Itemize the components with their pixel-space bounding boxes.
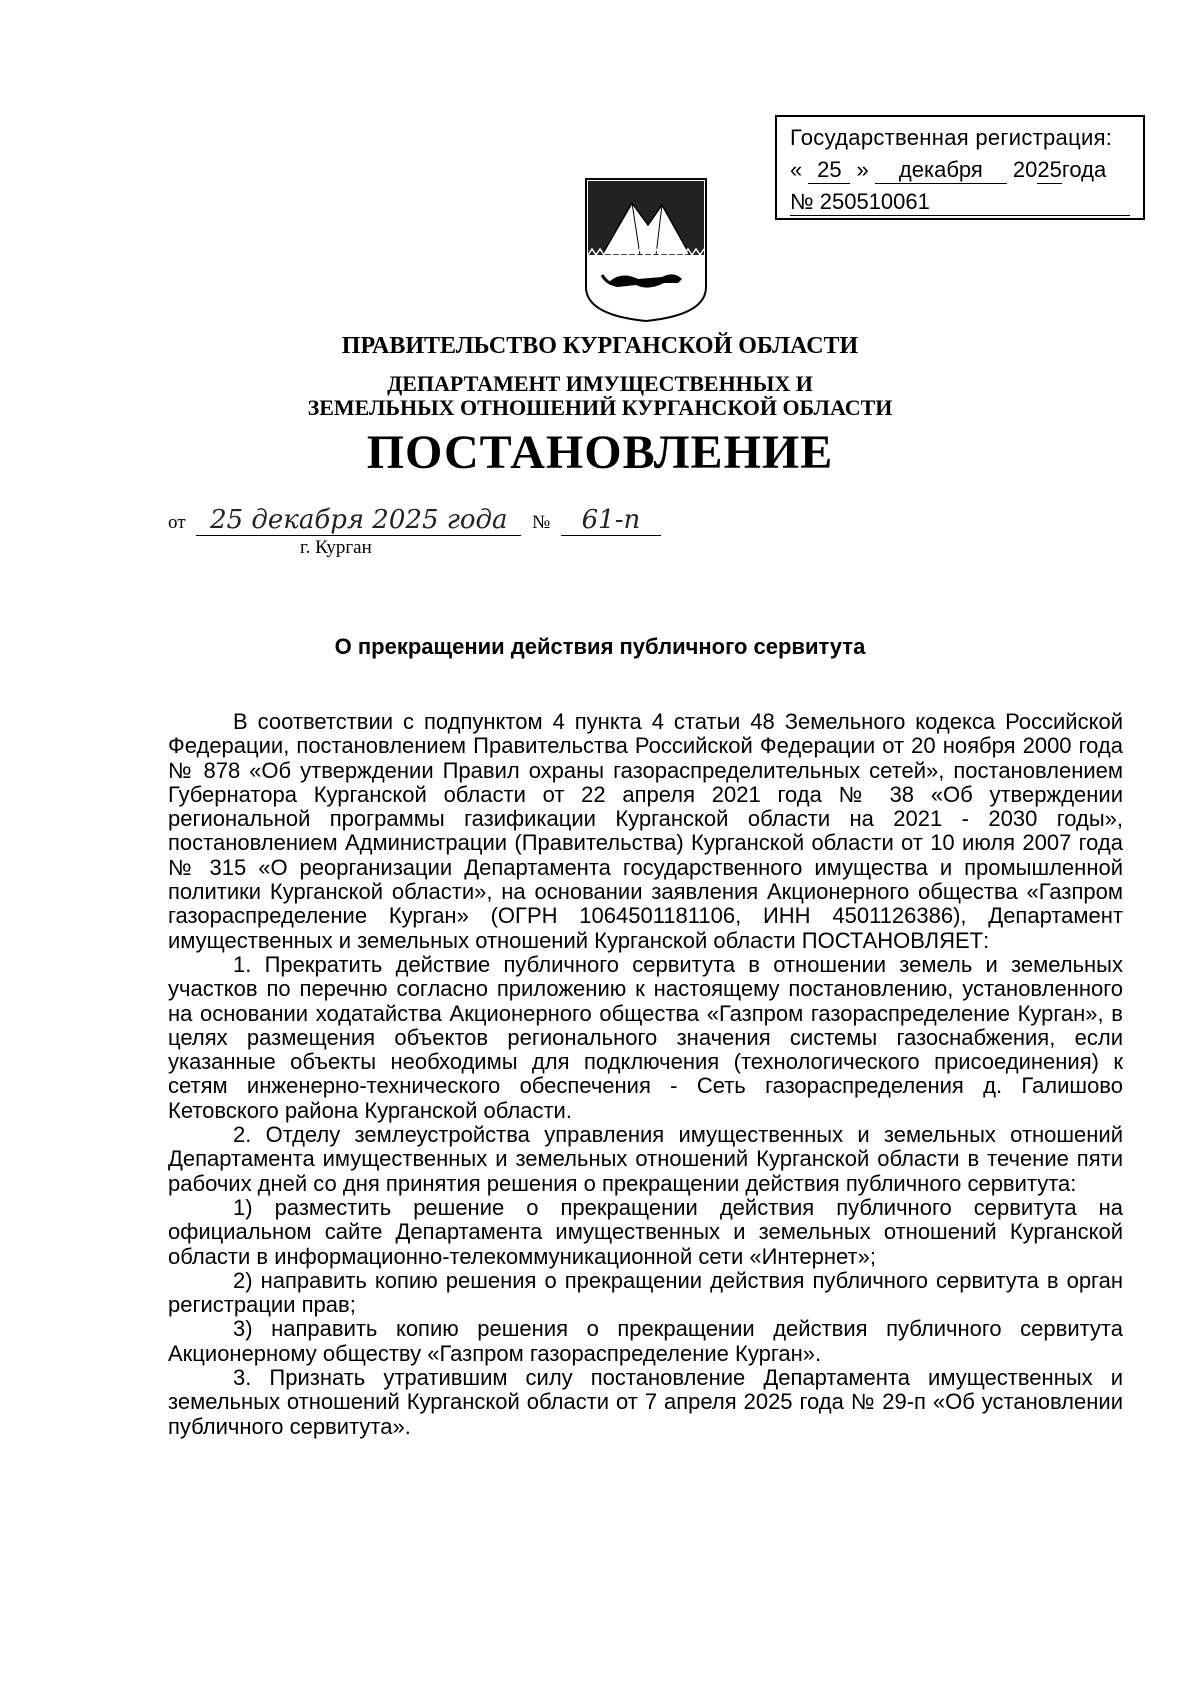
decree-date: 25 декабря 2025 года <box>196 505 521 536</box>
registration-title: Государственная регистрация: <box>790 125 1113 150</box>
decree-number-label: № <box>532 512 551 533</box>
registration-number-label: № <box>790 189 814 214</box>
decree-number: 61-п <box>561 505 661 536</box>
decree-title: О прекращении действия публичного сервитута <box>334 634 866 659</box>
paragraph-item-1: 1. Прекратить действие публичного сервитута в отношении земель и земельных участков по перечню согласно приложению к настоящему постановлению, установленного на основании ходатайства Акционерного общества «Газпром газораспределение Курган», в целях размещения объектов регионального значения системы газоснабжения, если указанные объекты необходимы для подключения (технологического присоединения) к сетям инженерно-технического обеспечения - Сеть газораспределения д. Галишово Кетовского района Курганской области. <box>168 951 1123 1123</box>
registration-year-suffix: 25 <box>1037 157 1062 182</box>
registration-year-word: года <box>1061 157 1107 182</box>
registration-open-quote: « <box>790 157 803 182</box>
department-heading-line1: ДЕПАРТАМЕНТ ИМУЩЕСТВЕННЫХ И <box>387 371 813 396</box>
registration-stamp <box>775 115 1145 220</box>
paragraph-subitem-2: 2) направить копию решения о прекращении действия публичного сервитута в орган регистрации прав; <box>168 1267 1123 1318</box>
document-type-heading: ПОСТАНОВЛЕНИЕ <box>366 426 834 479</box>
registration-close-quote: » <box>856 157 869 182</box>
paragraph-item-3: 3. Признать утратившим силу постановление Департамента имущественных и земельных отношений Курганской области от 7 апреля 2025 года № 29-п «Об установлении публичного сервитута». <box>168 1365 1123 1439</box>
decree-dateline <box>168 505 661 536</box>
city-label: г. Курган <box>300 537 372 558</box>
paragraph-subitem-1: 1) разместить решение о прекращении действия публичного сервитута на официальном сайте Департамента имущественных и земельных отношений Курганской области в информационно-телекоммуникационной сети «Интернет»; <box>168 1194 1123 1269</box>
paragraph-subitem-3: 3) направить копию решения о прекращении действия публичного сервитута Акционерному обществу «Газпром газораспределение Курган». <box>168 1316 1123 1366</box>
registration-day: 25 <box>808 157 850 184</box>
registration-date <box>790 157 1106 184</box>
from-label: от <box>168 512 186 533</box>
paragraph-preamble: В соответствии с подпунктом 4 пункта 4 статьи 48 Земельного кодекса Российской Федерации, постановлением Правительства Российской Федерации от 20 ноября 2000 года № 878 «Об утверждении Правил охраны газораспределительных сетей», постановлением Губернатора Курганской области от 22 апреля 2021 года № 38 «Об утверждении региональной программы газификации Курганской области на 2021 - 2030 годы», постановлением Администрации (Правительства) Курганской области от 10 июля 2007 года № 315 «О реорганизации Департамента государственного имущества и промышленной политики Курганской области», на основании заявления Акционерного общества «Газпром газораспределение Курган» (ОГРН 1064501181106, ИНН 4501126386), Департамент имущественных и земельных отношений Курганской области ПОСТАНОВЛЯЕТ: <box>168 709 1123 953</box>
government-heading: ПРАВИТЕЛЬСТВО КУРГАНСКОЙ ОБЛАСТИ <box>341 333 859 359</box>
registration-month: декабря <box>875 157 1007 184</box>
registration-year-prefix: 20 <box>1012 157 1038 182</box>
department-heading-line2: ЗЕМЕЛЬНЫХ ОТНОШЕНИЙ КУРГАНСКОЙ ОБЛАСТИ <box>307 395 893 420</box>
paragraph-item-2: 2. Отделу землеустройства управления имущественных и земельных отношений Департамента имущественных и земельных отношений Курганской области в течение пяти рабочих дней со дня принятия решения о прекращении действия публичного сервитута: <box>168 1122 1123 1196</box>
coat-of-arms-icon <box>582 175 710 323</box>
registration-number-value: 250510061 <box>819 189 930 214</box>
registration-number <box>790 189 1130 216</box>
decree-body <box>168 710 1123 1439</box>
